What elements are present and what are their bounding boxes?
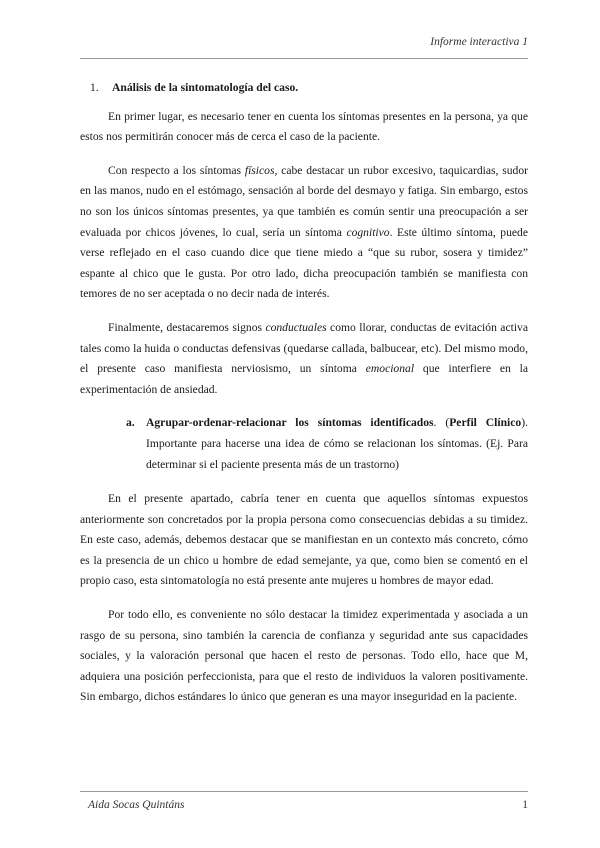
running-header: Informe interactiva 1 xyxy=(430,36,528,48)
subsection-close: ). xyxy=(521,416,528,430)
section-title-text: Análisis de la sintomatología del caso. xyxy=(112,81,299,94)
subsection-profile: Perfil Clínico xyxy=(449,416,522,430)
page-number: 1 xyxy=(522,799,528,811)
p2-emphasis-fisicos: físicos xyxy=(244,163,275,177)
paragraph-conclusion: Por todo ello, es conveniente no sólo destacar la timidez experimentada y asociada a un rasgo de su persona, sino también la carencia de confianza y seguridad ante sus capacidades sociales, y la valoración personal que hacen el resto de personas. Todo ello, hace que M, adquiera una posición perfeccionista, para que el resto de individuos la valoren positivamente. Sin embargo, dichos estándares lo único que generan es una mayor inseguridad en la paciente. xyxy=(80,608,528,704)
p3-text-a: Finalmente, destacaremos signos xyxy=(108,320,266,334)
p3-emphasis-conductuales: conductuales xyxy=(265,320,327,334)
subsection-text xyxy=(146,413,528,475)
p2-text-a: Con respecto a los síntomas xyxy=(108,163,245,177)
section-number: 1. xyxy=(90,81,99,94)
page-body xyxy=(80,78,528,721)
paragraph-intro: En primer lugar, es necesario tener en cuenta los síntomas presentes en la persona, ya que estos nos permitirán conocer más de cerca el caso de la paciente. xyxy=(80,109,528,144)
p2-emphasis-cognitivo: cognitivo xyxy=(346,225,390,239)
subsection-marker: a. xyxy=(126,416,135,430)
paragraph-physical-symptoms xyxy=(80,161,528,305)
p3-text-c: que interfiere en la experimentación de ansiedad. xyxy=(80,362,528,396)
subsection-lead: Agrupar-ordenar-relacionar los síntomas identificados xyxy=(146,416,434,430)
section-heading xyxy=(90,78,528,99)
footer-author: Aida Socas Quintáns xyxy=(88,799,185,811)
p2-text-c: . Este último síntoma, puede verse reflejado en el caso cuando dice que tiene miedo a “que su rubor, sosera y timidez” espante al chico que le gusta. Por otro lado, dicha preocupación también se manifiesta con temores de no ser aceptada o no decir nada de interés. xyxy=(80,225,528,301)
subsection-a xyxy=(126,413,528,475)
paragraph-context: En el presente apartado, cabría tener en cuenta que aquellos síntomas expuestos anteriormente son concretados por la propia persona como consecuencias debidas a su timidez. En este caso, además, debemos destacar que se manifiestan en un contexto más concreto, cómo es la presencia de un chico u hombre de edad semejante, ya que, como bien se comentó en el propio caso, esta sintomatología no está presente ante mujeres u hombres de mayor edad. xyxy=(80,492,528,588)
p2-text-b: , cabe destacar un rubor excesivo, taquicardias, sudor en las manos, nudo en el estómago, sensación al borde del desmayo y fatiga. Sin embargo, estos no son los únicos síntomas presentes, ya que también es común sentir una preocupación a ser evaluada por chicos jóvenes, lo cual, sería un síntoma xyxy=(80,163,529,239)
footer-rule xyxy=(80,791,528,792)
p3-emphasis-emocional: emocional xyxy=(365,362,415,376)
p3-text-b: como llorar, conductas de evitación activa tales como la huida o conductas defensivas (quedarse callada, balbucear, etc). Del mismo modo, el presente caso manifiesta nerviosismo, un síntoma xyxy=(80,320,528,376)
header-rule xyxy=(80,58,528,59)
paragraph-behavioral-signs xyxy=(80,318,528,400)
subsection-sep: . ( xyxy=(433,416,450,430)
subsection-body: Importante para hacerse una idea de cómo se relacionan los síntomas. (Ej. Para determinar si el paciente presenta más de un trastorno) xyxy=(146,436,528,471)
